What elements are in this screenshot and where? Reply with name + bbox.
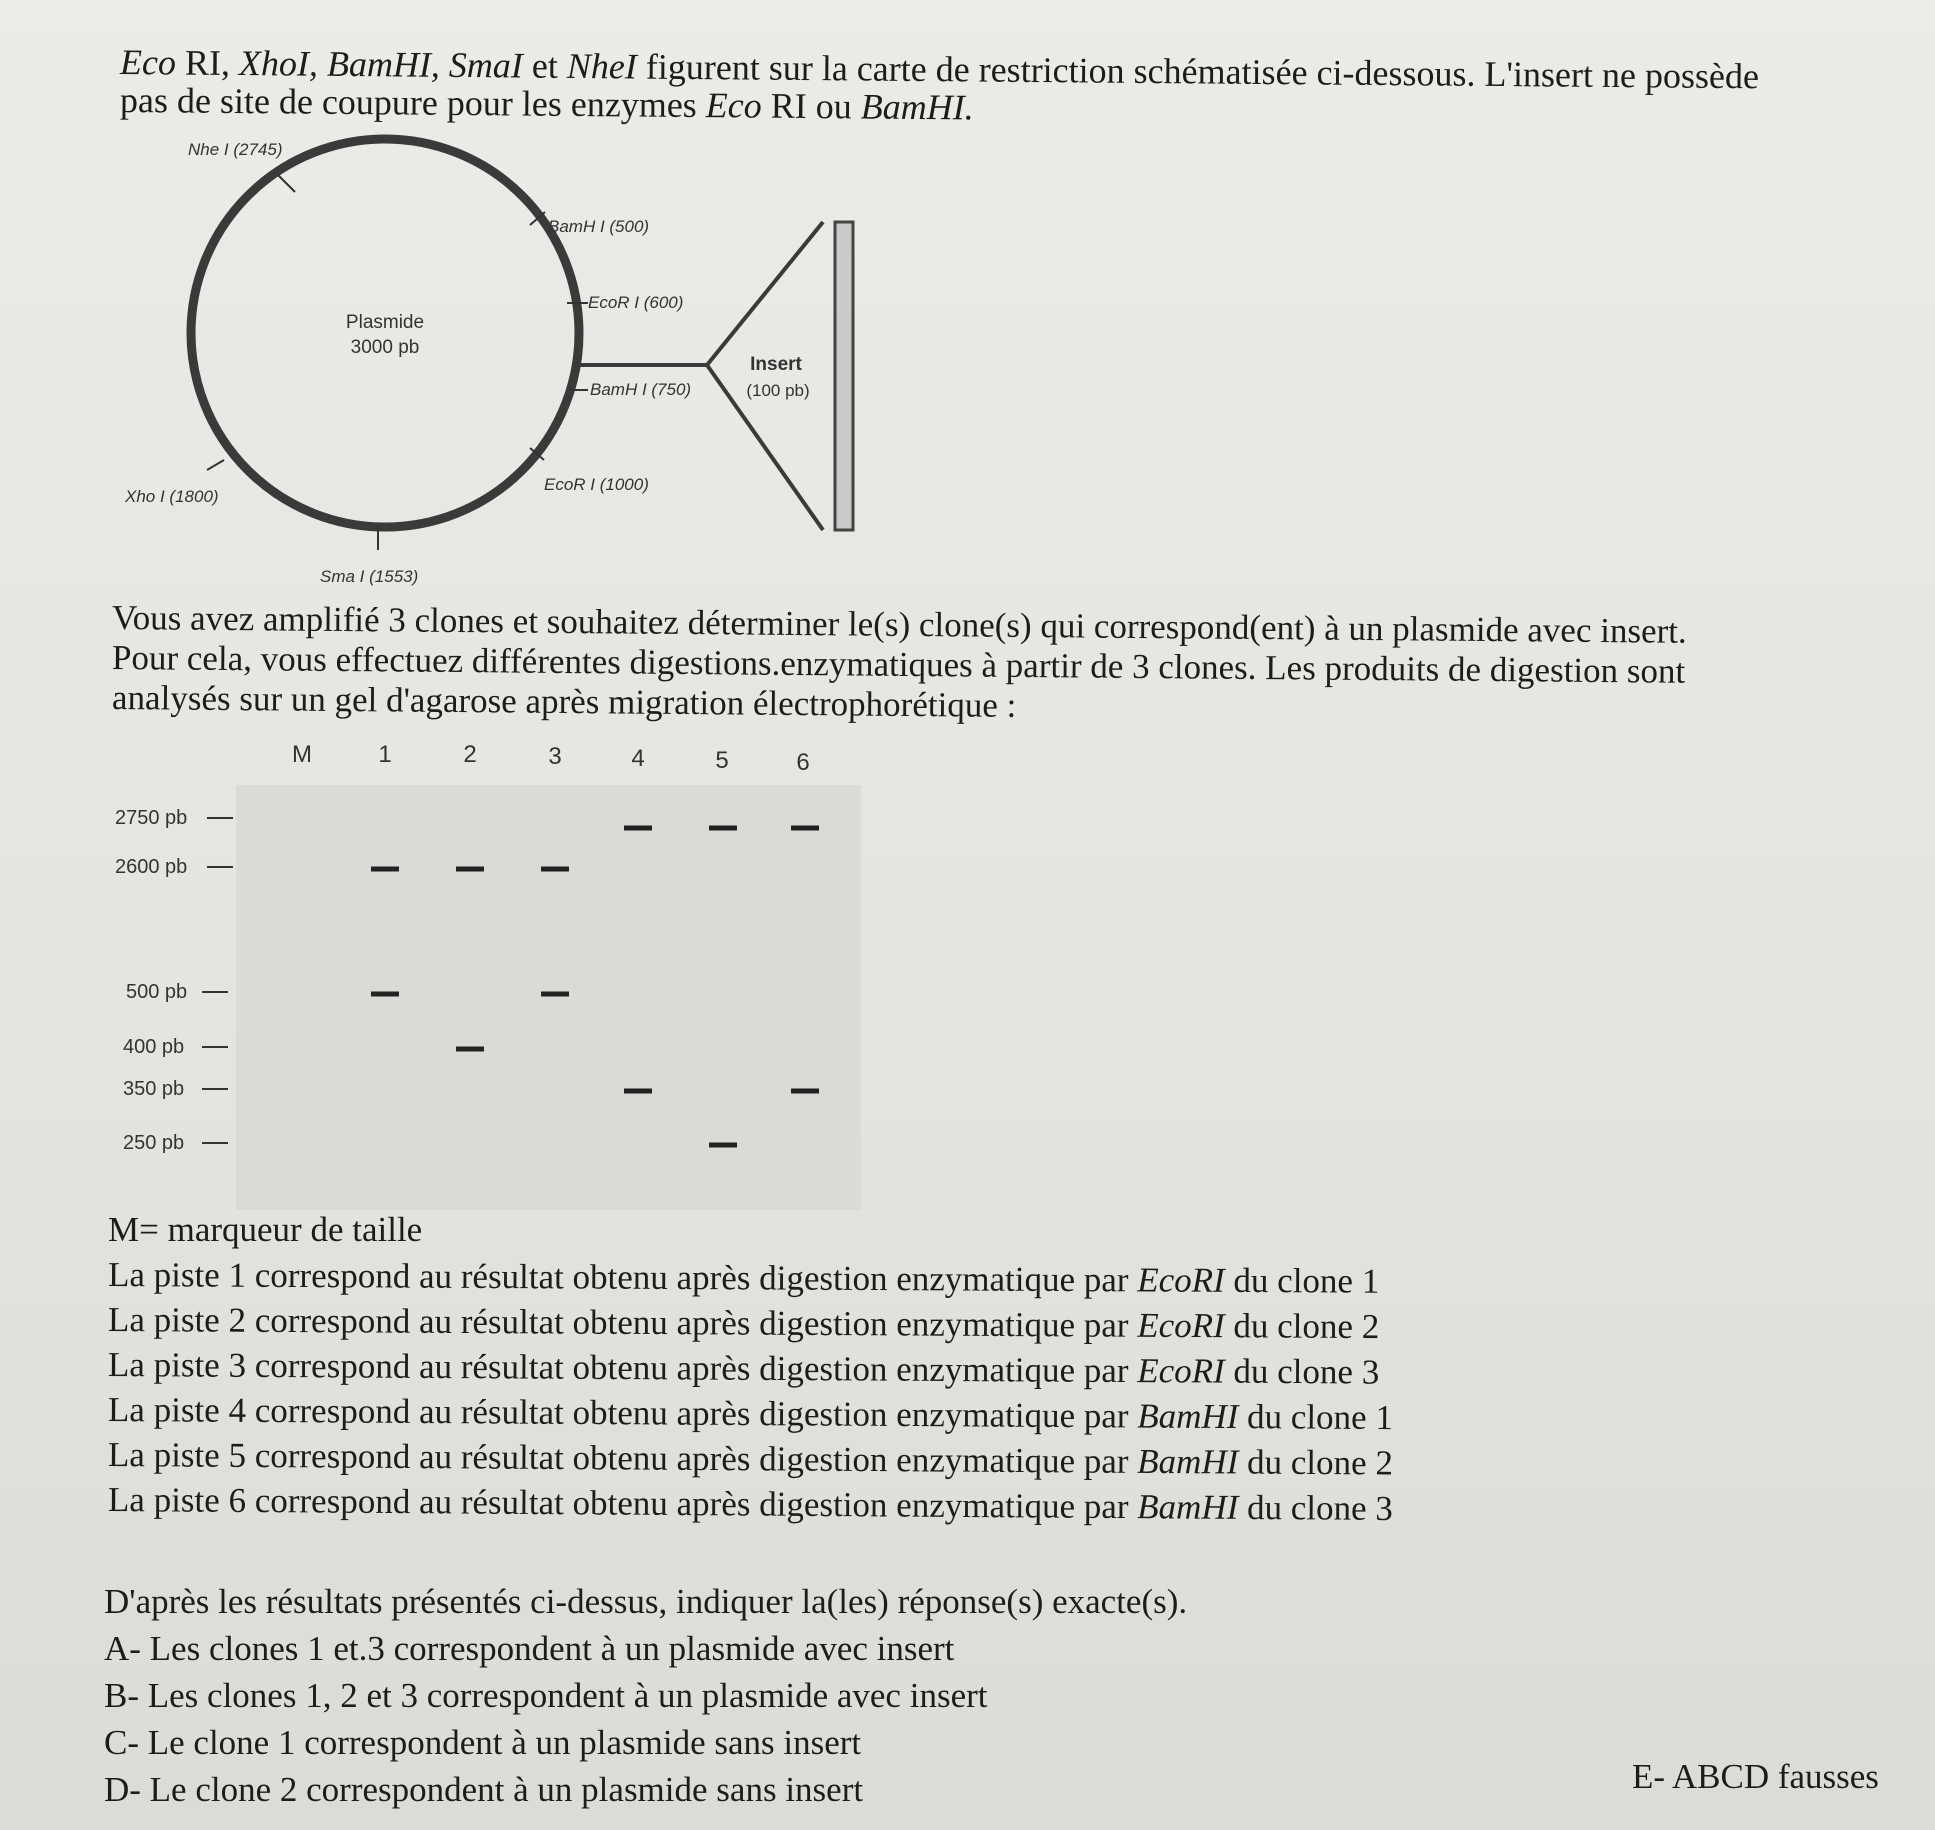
- legend-text: La piste: [107, 1480, 229, 1520]
- lane-label: 1: [378, 741, 392, 768]
- intro-text: RI ou: [761, 85, 861, 127]
- marker-label: 2600 pb: [115, 856, 188, 878]
- gel-band-lane-6-350: [791, 1089, 819, 1094]
- legend-text: 2: [228, 1300, 247, 1340]
- gel-band-lane-4-2750: [624, 826, 652, 831]
- intro-paragraph: [119, 40, 1900, 128]
- gel-background: [236, 785, 861, 1210]
- agarose-gel: [110, 740, 870, 1210]
- legend-text: du clone: [1238, 1442, 1376, 1483]
- insert-size: (100 pb): [746, 381, 810, 400]
- legend-text: La piste: [107, 1435, 229, 1475]
- legend-text: BamHI: [1137, 1396, 1239, 1437]
- legend-text: 5: [228, 1435, 247, 1475]
- gel-band-lane-4-350: [624, 1089, 652, 1094]
- option-b[interactable]: B- Les clones 1, 2 et 3 correspondent à un plasmide avec insert: [104, 1676, 988, 1715]
- marker-label: 250 pb: [123, 1132, 185, 1154]
- marker-label: 500 pb: [126, 981, 188, 1003]
- legend-text: correspond au résultat obtenu après digestion enzymatique par: [245, 1345, 1138, 1391]
- legend-text: correspond au résultat obtenu après digestion enzymatique par: [245, 1300, 1138, 1345]
- legend-text: correspond au résultat obtenu après digestion enzymatique par: [245, 1390, 1138, 1436]
- gel-band-lane-3-2600: [541, 867, 569, 872]
- gel-band-lane-3-500: [541, 992, 569, 997]
- question-prompt: D'après les résultats présentés ci-dessus, indiquer la(les) réponse(s) exacte(s).: [104, 1582, 1188, 1621]
- legend-text: du clone: [1238, 1487, 1376, 1528]
- gel-band-lane-1-500: [371, 992, 399, 997]
- nhe-site-tick: [278, 175, 295, 192]
- eco1000-site-label: EcoR I (1000): [544, 475, 649, 494]
- lane-label: M: [292, 741, 312, 768]
- intro-text: Eco: [705, 85, 762, 126]
- legend-text: EcoRI: [1137, 1260, 1225, 1300]
- xho-site-tick: [207, 460, 224, 470]
- intro-text: figurent sur la carte de restriction schématisée ci-dessous. L'insert ne possède: [636, 46, 1760, 97]
- intro-text: Eco: [119, 42, 177, 83]
- legend-text: correspond au résultat obtenu après digestion enzymatique par: [245, 1255, 1138, 1300]
- legend-text: 2: [1375, 1443, 1394, 1483]
- legend-text: La piste: [107, 1390, 229, 1430]
- option-e[interactable]: E- ABCD fausses: [1632, 1757, 1879, 1796]
- legend-text: La piste: [107, 1345, 229, 1385]
- legend-text: du clone: [1224, 1351, 1362, 1392]
- bam500-site-label: BamH I (500): [548, 217, 650, 236]
- insert-bar: [835, 222, 853, 530]
- legend-text: correspond au résultat obtenu après digestion enzymatique par: [245, 1480, 1138, 1527]
- intro-text: NheI: [566, 45, 638, 87]
- marker-ladder: [115, 807, 233, 1154]
- legend-marker: M= marqueur de taille: [108, 1210, 423, 1249]
- legend-rows: [107, 1252, 1908, 1528]
- gel-band-lane-1-2600: [371, 867, 399, 872]
- legend-text: correspond au résultat obtenu après digestion enzymatique par: [245, 1435, 1138, 1481]
- lane-label: 5: [715, 747, 729, 774]
- intro-text: RI,: [175, 42, 240, 84]
- gel-lane-labels: [292, 741, 810, 776]
- mid-line-2: Pour cela, vous effectuez différentes digestions.enzymatiques à partir de 3 clones. Les produits de digestion sont: [111, 638, 1686, 691]
- gel-band-lane-2-2600: [456, 867, 484, 872]
- lane-label: 4: [631, 745, 645, 772]
- intro-text: et: [522, 45, 568, 86]
- intro-text: pas de site de coupure pour les enzymes: [119, 80, 706, 126]
- legend-text: 6: [228, 1480, 247, 1520]
- legend-text: 3: [1375, 1488, 1394, 1528]
- legend-text: 2: [1361, 1307, 1380, 1347]
- mid-line-1: Vous avez amplifié 3 clones et souhaitez déterminer le(s) clone(s) qui correspond(ent) à un plasmide avec insert.: [111, 598, 1687, 651]
- marker-label: 2750 pb: [115, 807, 188, 829]
- insert-label: Insert: [750, 354, 802, 375]
- legend-text: BamHI: [1137, 1441, 1239, 1482]
- restriction-map: [110, 130, 880, 600]
- mid-line-3: analysés sur un gel d'agarose après migration électrophorétique :: [111, 678, 1017, 725]
- sma-site-label: Sma I (1553): [320, 567, 419, 586]
- nhe-site-label: Nhe I (2745): [188, 140, 283, 159]
- legend-text: 3: [1361, 1352, 1380, 1392]
- legend-text: 3: [228, 1345, 247, 1385]
- legend-text: 4: [228, 1390, 247, 1430]
- gel-band-lane-5-250: [709, 1143, 737, 1148]
- xho-site-label: Xho I (1800): [125, 487, 219, 506]
- option-a[interactable]: A- Les clones 1 et.3 correspondent à un plasmide avec insert: [104, 1629, 955, 1668]
- lane-label: 2: [463, 741, 477, 768]
- marker-label: 350 pb: [123, 1078, 185, 1100]
- gel-band-lane-2-400: [456, 1047, 484, 1052]
- legend-text: du clone: [1224, 1260, 1362, 1301]
- lane-label: 3: [548, 743, 562, 770]
- legend-text: BamHI: [1137, 1487, 1239, 1527]
- plasmid-label: Plasmide: [345, 312, 425, 333]
- intro-text: BamHI.: [860, 86, 974, 128]
- eco600-site-label: EcoR I (600): [588, 293, 684, 312]
- legend-text: EcoRI: [1137, 1305, 1225, 1346]
- bam750-site-label: BamH I (750): [590, 380, 692, 399]
- legend-text: La piste: [107, 1255, 229, 1295]
- legend-text: 1: [228, 1255, 247, 1295]
- lane-label: 6: [796, 749, 810, 776]
- option-c[interactable]: C- Le clone 1 correspondent à un plasmide sans insert: [104, 1723, 862, 1762]
- plasmid-size: 3000 pb: [350, 337, 420, 358]
- gel-band-lane-5-2750: [709, 826, 737, 831]
- gel-band-lane-6-2750: [791, 826, 819, 831]
- legend-text: 1: [1375, 1397, 1394, 1438]
- plasmid-circle: [191, 139, 579, 527]
- experiment-paragraph: [111, 598, 1912, 725]
- legend-text: La piste: [107, 1300, 229, 1340]
- marker-label: 400 pb: [123, 1036, 185, 1058]
- gel-legend: [107, 1207, 1908, 1528]
- intro-text: XhoI, BamHI, SmaI: [238, 43, 524, 86]
- legend-text: 1: [1361, 1261, 1380, 1301]
- legend-text: EcoRI: [1137, 1351, 1225, 1391]
- option-d[interactable]: D- Le clone 2 correspondent à un plasmide sans insert: [104, 1770, 864, 1809]
- legend-text: du clone: [1238, 1397, 1376, 1437]
- legend-text: du clone: [1224, 1306, 1362, 1347]
- insert-zoom-line-top: [707, 222, 823, 365]
